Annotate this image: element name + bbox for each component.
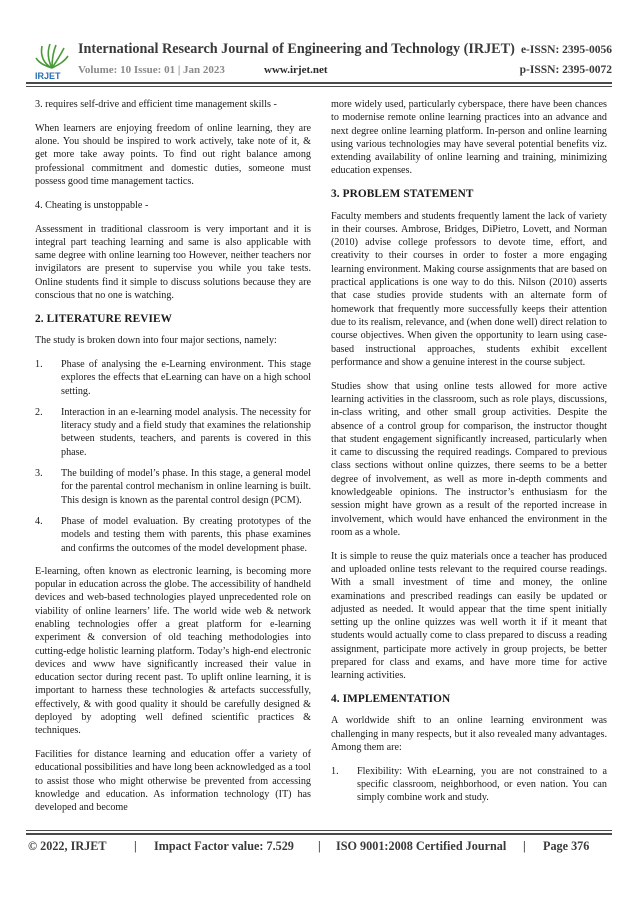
- impact-factor: Impact Factor value: 7.529: [154, 839, 294, 853]
- list-number: 3.: [35, 468, 43, 480]
- list-item-text: Phase of model evaluation. By creating prototypes of the models and testing them with parents, this phase examines and confirms the outcomes of the model development phase.: [61, 515, 311, 554]
- footer-separator: |: [523, 839, 526, 853]
- list-number: 4.: [35, 515, 43, 527]
- page-number: Page 376: [543, 839, 590, 853]
- copyright: © 2022, IRJET: [28, 839, 107, 853]
- website-link[interactable]: www.irjet.net: [264, 64, 328, 76]
- left-column: [35, 98, 311, 825]
- list-number: 1.: [35, 358, 43, 370]
- list-item: [35, 467, 311, 507]
- footer-rule-thin: [26, 830, 612, 831]
- list-item: [35, 406, 311, 459]
- section-heading-literature-review: 2. LITERATURE REVIEW: [35, 312, 173, 325]
- list-number: 1.: [331, 765, 339, 777]
- p-issn: p-ISSN: 2395-0072: [519, 64, 612, 76]
- list-item: [331, 765, 607, 805]
- paragraph: The study is broken down into four major sections, namely:: [35, 335, 277, 347]
- paragraph: Studies show that using online tests allowed for more active learning activities in the classroom, such as role plays, discussions, in-class writing, and other small group activities. Despite the absence of a control group for comparison, the instructor thought that student engagement significantly increased, particularly when it came to discussing the required readings. Compared to previous class sections without online quizzes, there seems to be a better degree of involvement, as well as more in-depth comments and knowledgeable opinions. The instructor’s enthusiasm for the session might have grown as a result of the reported increase in involvement, which would have enhanced the environment in the room as a whole.: [331, 380, 607, 538]
- volume-info: Volume: 10 Issue: 01 | Jan 2023: [78, 64, 225, 76]
- footer-rule: [26, 833, 612, 835]
- paragraph: Assessment in traditional classroom is very important and it is integral part teaching learning and same is also applicable with same degree with online learning too However, neither teachers nor invigilators are present to supervise you while you take tests. Online students find it simple to discuss solutions because they are conscious that no one is watching.: [35, 223, 311, 302]
- page-header: [0, 0, 638, 90]
- footer-separator: |: [134, 839, 137, 853]
- irjet-logo-icon: [34, 40, 70, 80]
- paragraph: When learners are enjoying freedom of online learning, they are alone. You should be inspired to work actively, take note of it, & get more take away points. To find out right balance among professional commitment and domestic duties, someone must possess good time management tactics.: [35, 122, 311, 187]
- paragraph: more widely used, particularly cyberspace, there have been chances to modernise remote online learning practices into an advance and next degree online learning platform. In-person and online learning using various technologies may have several potential benefits viz. extending availability of online learning and training, minimizing education expenses.: [331, 99, 607, 177]
- paragraph: 3. requires self-drive and efficient time management skills -: [35, 99, 277, 110]
- header-rule-thin: [26, 86, 612, 87]
- page-footer: [26, 836, 612, 856]
- paragraph: E-learning, often known as electronic learning, is becoming more popular in education across the globe. The accessibility of handheld devices and web-based technologies played unprecedented role on viability of online learners’ life. The world wide web & network enabling technologies offer a great platform for e-learning experiment & conversion of old teaching methodologies into cutting-edge holistic learning platform. Today’s high-end electronic devices and www have significantly increased their value in education sector during recent past. To uplift online learning, it is important to harness these technologies & artefacts successfully, effectively, & with good quality it should be carefully designed & deployed by adopting well defined scientific practices & techniques.: [35, 565, 311, 737]
- advantages-list: [331, 765, 607, 805]
- paragraph: Faculty members and students frequently lament the lack of variety in their courses. Ambrose, Bridges, DiPietro, Lovett, and Norman (2010) advise college professors to devote time, effort, and creativity to their courses in order to foster a more engaging learning environment. Making course assignments that are based on practical applications is one way to do this. Nilson (2010) asserts that case studies provide students with an alternate form of homework that frequently more successfully keeps their attention due to its realism, relevance, and (when done well) direct relation to course objectives. When given the opportunity to learn using case-based instructional approaches, students exhibit excellent performance and show a genuine interest in the course subject.: [331, 210, 607, 368]
- section-heading-implementation: 4. IMPLEMENTATION: [331, 693, 451, 706]
- paragraph: It is simple to reuse the quiz materials once a teacher has produced and uploaded online tests relevant to the required course readings. With a small investment of time and money, the online examinations and prescribed readings can easily be updated or adjusted as needed. It would appear that the time spent initially setting up the online quizzes was well worth it if it meant that students would actually come to class prepared to discuss a reading assignment, participate more actively in group projects, be better prepared for class and exams, and have more time for active learning activities.: [331, 550, 607, 682]
- list-item-text: Interaction in an e-learning model analysis. The necessity for literacy study and a field study that examines the relationship between students, teachers, and parents is covered in this phase.: [61, 406, 311, 458]
- paragraph: 4. Cheating is unstoppable -: [35, 199, 149, 211]
- journal-title: International Research Journal of Engineering and Technology (IRJET): [78, 41, 515, 57]
- footer-separator: |: [318, 839, 321, 853]
- list-item: [35, 358, 311, 398]
- paragraph: A worldwide shift to an online learning environment was challenging in many respects, but it also revealed many advantages. Among them are:: [331, 715, 607, 754]
- paragraph: Facilities for distance learning and education offer a variety of educational possibilities and have long been acknowledged as a tool to assist those who might otherwise be prevented from accessing knowledge and education. As information technology (IT) has developed and become: [35, 749, 311, 814]
- header-rule: [26, 82, 612, 84]
- section-heading-problem-statement: 3. PROBLEM STATEMENT: [331, 188, 474, 201]
- phase-list: [35, 358, 311, 555]
- iso-certification: ISO 9001:2008 Certified Journal: [336, 839, 507, 853]
- list-item-text: Flexibility: With eLearning, you are not constrained to a specific classroom, neighborhood, or even nation. You can simply combine work and study.: [357, 765, 607, 804]
- list-number: 2.: [35, 406, 43, 418]
- svg-text:IRJET: IRJET: [35, 71, 61, 80]
- list-item-text: The building of model’s phase. In this stage, a general model for the parental control mechanism in online learning is built. This design is known as the parental control design (PCM).: [61, 468, 311, 506]
- e-issn: e-ISSN: 2395-0056: [520, 44, 612, 56]
- list-item: [35, 515, 311, 555]
- right-column: [331, 98, 607, 815]
- list-item-text: Phase of analysing the e-Learning environment. This stage explores the effects that eLearning can have on a high school setting.: [61, 358, 311, 397]
